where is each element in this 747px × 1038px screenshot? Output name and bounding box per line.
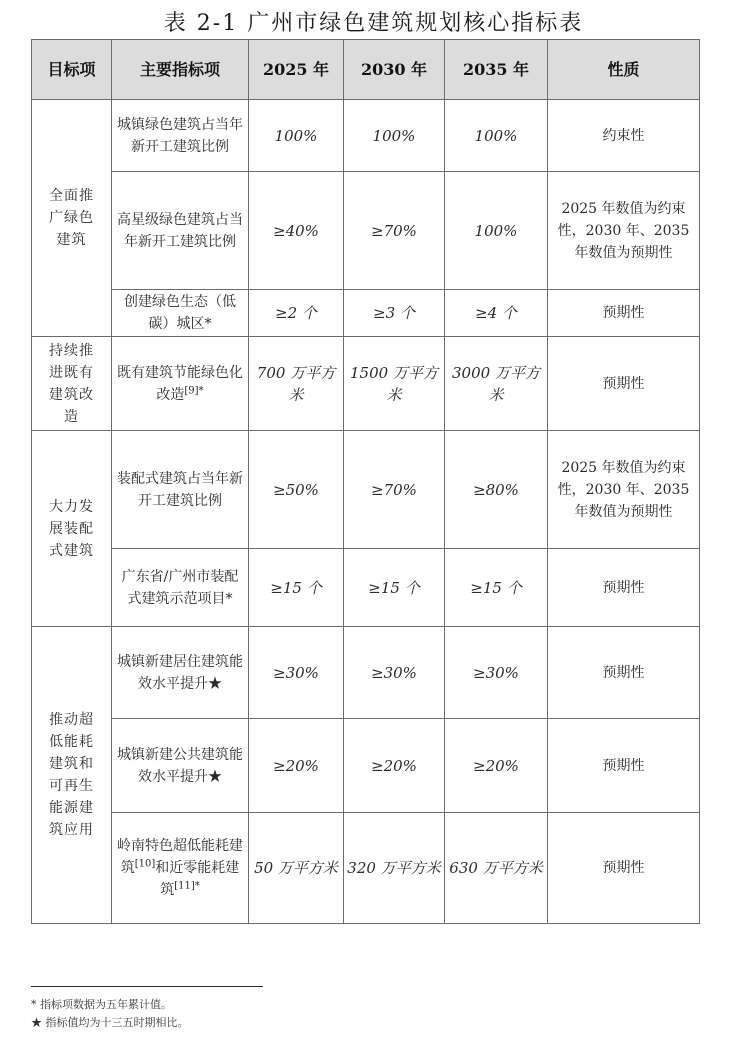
value-2025: ≥40% bbox=[249, 172, 344, 290]
group-existing-retrofit: 持续推进既有建筑改造 bbox=[32, 337, 112, 431]
value-2035: ≥80% bbox=[445, 431, 548, 549]
indicator-cell: 装配式建筑占当年新开工建筑比例 bbox=[112, 431, 249, 549]
nature-cell: 预期性 bbox=[548, 627, 700, 719]
nature-cell: 预期性 bbox=[548, 813, 700, 924]
group-prefab-building: 大力发展装配式建筑 bbox=[32, 431, 112, 627]
nature-cell: 预期性 bbox=[548, 719, 700, 813]
indicator-cell bbox=[112, 813, 249, 924]
header-2025: 2025 年 bbox=[249, 40, 344, 100]
reference-mark: [10] bbox=[134, 858, 156, 870]
header-nature: 性质 bbox=[548, 40, 700, 100]
nature-cell: 预期性 bbox=[548, 290, 700, 337]
header-2035: 2035 年 bbox=[445, 40, 548, 100]
value-2035: 100% bbox=[445, 172, 548, 290]
table-row bbox=[32, 431, 700, 549]
indicator-text: 和近零能耗建筑 bbox=[155, 860, 240, 898]
value-2035: ≥15 个 bbox=[445, 549, 548, 627]
table-row bbox=[32, 813, 700, 924]
nature-cell: 2025 年数值为约束性，2030 年、2035 年数值为预期性 bbox=[548, 431, 700, 549]
value-2030: 100% bbox=[344, 100, 445, 172]
value-2025: ≥2 个 bbox=[249, 290, 344, 337]
value-2035: 100% bbox=[445, 100, 548, 172]
table-row bbox=[32, 719, 700, 813]
value-2025: ≥30% bbox=[249, 627, 344, 719]
indicator-cell: 广东省/广州市装配式建筑示范项目* bbox=[112, 549, 249, 627]
table-row bbox=[32, 100, 700, 172]
reference-mark: [11]* bbox=[174, 880, 200, 892]
value-2030: ≥15 个 bbox=[344, 549, 445, 627]
value-2025: ≥15 个 bbox=[249, 549, 344, 627]
nature-cell: 约束性 bbox=[548, 100, 700, 172]
reference-mark: [9]* bbox=[184, 384, 204, 396]
value-2030: ≥30% bbox=[344, 627, 445, 719]
table-row bbox=[32, 627, 700, 719]
header-row bbox=[32, 40, 700, 100]
value-2030: ≥20% bbox=[344, 719, 445, 813]
table-row bbox=[32, 290, 700, 337]
footnote-divider bbox=[31, 986, 263, 987]
value-2030: ≥70% bbox=[344, 172, 445, 290]
value-2025: 50 万平方米 bbox=[249, 813, 344, 924]
value-2035: ≥30% bbox=[445, 627, 548, 719]
indicator-cell: 城镇绿色建筑占当年新开工建筑比例 bbox=[112, 100, 249, 172]
value-2030: 1500 万平方米 bbox=[344, 337, 445, 431]
indicator-text: 岭南特色超低能耗建筑 bbox=[117, 838, 243, 876]
core-indicator-table bbox=[31, 39, 700, 924]
header-category: 目标项 bbox=[32, 40, 112, 100]
header-2030: 2030 年 bbox=[344, 40, 445, 100]
table-row bbox=[32, 549, 700, 627]
indicator-text: 既有建筑节能绿色化改造 bbox=[117, 364, 243, 403]
value-2035: 3000 万平方米 bbox=[445, 337, 548, 431]
indicator-cell: 城镇新建公共建筑能效水平提升★ bbox=[112, 719, 249, 813]
indicator-cell: 创建绿色生态（低碳）城区* bbox=[112, 290, 249, 337]
value-2035: 630 万平方米 bbox=[445, 813, 548, 924]
header-indicator: 主要指标项 bbox=[112, 40, 249, 100]
value-2025: ≥50% bbox=[249, 431, 344, 549]
table-row bbox=[32, 172, 700, 290]
table-row bbox=[32, 337, 700, 431]
indicator-cell: 高星级绿色建筑占当年新开工建筑比例 bbox=[112, 172, 249, 290]
value-2035: ≥4 个 bbox=[445, 290, 548, 337]
value-2025: 100% bbox=[249, 100, 344, 172]
value-2025: 700 万平方米 bbox=[249, 337, 344, 431]
value-2035: ≥20% bbox=[445, 719, 548, 813]
value-2030: 320 万平方米 bbox=[344, 813, 445, 924]
value-2030: ≥70% bbox=[344, 431, 445, 549]
footnote-comparison: ★ 指标值均为十三五时期相比。 bbox=[31, 1016, 189, 1029]
nature-cell: 预期性 bbox=[548, 337, 700, 431]
group-green-building: 全面推广绿色建筑 bbox=[32, 100, 112, 337]
indicator-cell bbox=[112, 337, 249, 431]
table-title: 表 2-1 广州市绿色建筑规划核心指标表 bbox=[163, 11, 584, 36]
footnote-cumulative: * 指标项数据为五年累计值。 bbox=[31, 998, 172, 1011]
value-2030: ≥3 个 bbox=[344, 290, 445, 337]
indicator-cell: 城镇新建居住建筑能效水平提升★ bbox=[112, 627, 249, 719]
group-low-energy-building: 推动超低能耗建筑和可再生能源建筑应用 bbox=[32, 627, 112, 924]
nature-cell: 2025 年数值为约束性，2030 年、2035 年数值为预期性 bbox=[548, 172, 700, 290]
nature-cell: 预期性 bbox=[548, 549, 700, 627]
value-2025: ≥20% bbox=[249, 719, 344, 813]
